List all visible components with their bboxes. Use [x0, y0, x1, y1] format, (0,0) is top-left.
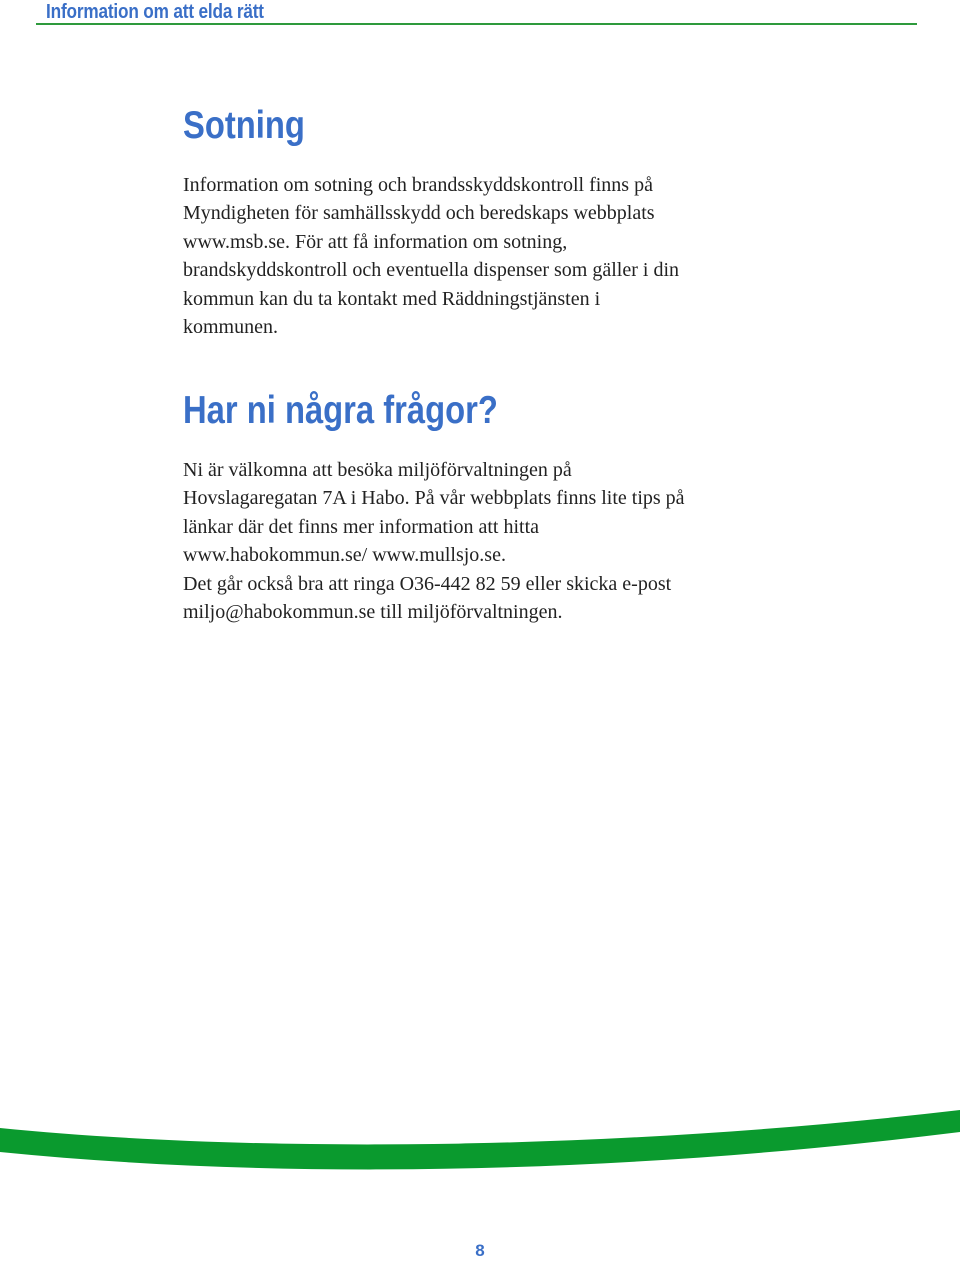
- page-number: 8: [475, 1241, 485, 1260]
- section-body-sotning: [183, 171, 679, 341]
- paragraph-line: miljo@habokommun.se till miljöförvaltningen.: [183, 600, 563, 623]
- paragraph-line: kommun kan du ta kontakt med Räddningstjänsten i: [183, 287, 601, 310]
- paragraph-line: Ni är välkomna att besöka miljöförvaltningen på: [183, 459, 572, 481]
- paragraph-line: länkar där det finns mer information att hitta: [183, 515, 539, 538]
- paragraph-line: Myndigheten för samhällsskydd och beredskaps webbplats: [183, 202, 655, 225]
- paragraph-line: brandskyddskontroll och eventuella dispenser som gäller i din: [183, 259, 680, 282]
- paragraph-line: Hovslagaregatan 7A i Habo. På vår webbplats finns lite tips på: [183, 487, 685, 510]
- running-header-title: Information om att elda rätt: [46, 1, 264, 23]
- paragraph-line: www.habokommun.se/ www.mullsjo.se.: [183, 544, 506, 567]
- paragraph-line: Det går också bra att ringa O36-442 82 59 eller skicka e-post: [183, 572, 672, 595]
- paragraph-line: kommunen.: [183, 315, 278, 338]
- section-body-fragor: [183, 456, 685, 626]
- paragraph-line: Information om sotning och brandsskyddskontroll finns på: [183, 174, 653, 196]
- header-divider: [36, 23, 917, 25]
- section-heading-sotning: Sotning: [183, 104, 305, 147]
- paragraph-line: www.msb.se. För att få information om sotning,: [183, 230, 568, 253]
- section-heading-fragor: Har ni några frågor?: [183, 389, 498, 432]
